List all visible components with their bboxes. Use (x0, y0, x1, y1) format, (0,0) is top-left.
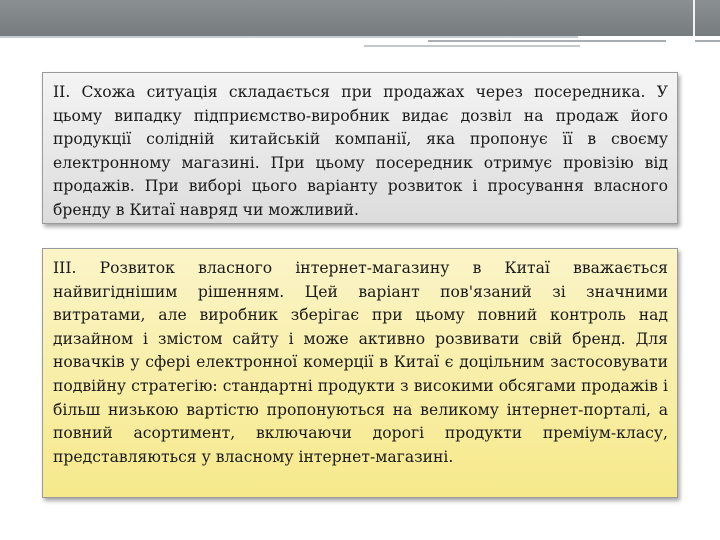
panel-text: III. Розвиток власного інтернет-магазину в Китаї вважається найвигіднішим рішенням. Цей варіант пов'язаний зі значними витратами, але виробник зберігає при цьому повний контроль над дизайном і змістом сайту і може активно розвивати свій бренд. Для новачків у сфері електронної комерції в Китаї є доцільним застосовувати подвійну стратегію: стандартні продукти з високими обсягами продажів і більш низькою вартістю пропонуються на великому інтернет-порталі, а повний асортимент, включаючи дорогі продукти преміум-класу, представляються у власному інтернет-магазині. (53, 259, 668, 466)
header-divider (693, 0, 695, 36)
decorative-line (0, 36, 578, 38)
panel-text: II. Схожа ситуація складається при продажах через посередника. У цьому випадку підприємство-виробник видає дозвіл на продаж його продукції солідній китайській компанії, яка пропонує її в своєму електронному магазині. При цьому посередник отримує провізію від продажів. При виборі цього варіанту розвиток і просування власного бренду в Китаї навряд чи можливий. (53, 83, 668, 219)
decorative-line (364, 45, 580, 47)
text-panel-own-store (42, 248, 678, 498)
decorative-line (695, 40, 720, 42)
decorative-line (428, 40, 666, 42)
slide-header-bar (0, 0, 720, 36)
text-panel-intermediary (42, 72, 678, 224)
